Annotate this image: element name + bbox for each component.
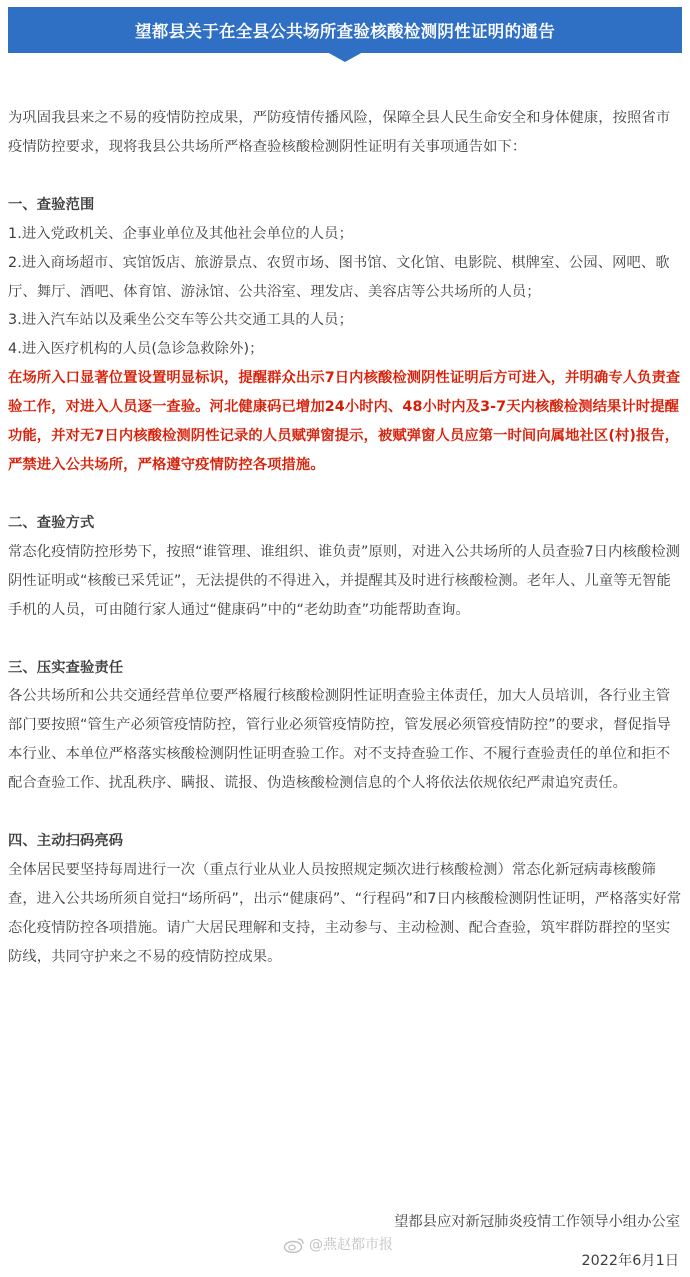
responsibility-paragraph: 各公共场所和公共交通经营单位要严格履行核酸检测阴性证明查验主体责任，加大人员培训，各行业主管部门要按照“管生产必须管疫情防控，管行业必须管疫情防控，管发展必须管疫情防控”的要求，督促指导本行业、本单位严格落实核酸检测阴性证明查验工作。对不支持查验工作、不履行查验责任的单位和拒不配合查验工作、扰乱秩序、瞒报、谎报、伪造核酸检测信息的个人将依法依规依纪严肃追究责任。 <box>8 688 671 792</box>
section-heading-responsibility: 三、压实查验责任 <box>8 659 124 676</box>
section-heading-scan-code: 四、主动扫码亮码 <box>8 833 124 850</box>
section-heading-method: 二、查验方式 <box>8 514 95 531</box>
scope-item-3: 3.进入汽车站以及乘坐公交车等公共交通工具的人员； <box>8 312 353 329</box>
intro-paragraph: 为巩固我县来之不易的疫情防控成果，严防疫情传播风险，保障全县人民生命安全和身体健康，按照省市疫情防控要求，现将我县公共场所严格查验核酸检测阴性证明有关事项通告如下： <box>8 110 671 155</box>
watermark-text: @燕赵都市报 <box>309 1237 393 1253</box>
scan-code-paragraph: 全体居民要坚持每周进行一次（重点行业从业人员按照规定频次进行核酸检测）常态化新冠病毒核酸筛查，进入公共场所须自觉扫“场所码”，出示“健康码”、“行程码”和7日内核酸检测阴性证明，严格落实好常态化疫情防控各项措施。请广大居民理解和支持，主动参与、主动检测、配合查验，筑牢群防群控的坚实防线，共同守护来之不易的疫情防控成果。 <box>8 861 682 965</box>
notice-body <box>8 104 684 972</box>
title-arrow-decoration <box>327 52 363 62</box>
section-heading-scope: 一、查验范围 <box>8 196 95 213</box>
highlight-paragraph: 在场所入口显著位置设置明显标识，提醒群众出示7日内核酸检测阴性证明后方可进入，并明确专人负责查验工作，对进入人员逐一查验。河北健康码已增加24小时内、48小时内及3-7天内核酸检测结果计时提醒功能，并对无7日内核酸检测阴性记录的人员赋弹窗提示，被赋弹窗人员应第一时间向属地社区(村)报告，严禁进入公共场所，严格遵守疫情防控各项措施。 <box>8 370 681 473</box>
issuer-signature: 望都县应对新冠肺炎疫情工作领导小组办公室 <box>394 1214 680 1230</box>
page-title: 望都县关于在全县公共场所查验核酸检测阴性证明的通告 <box>135 22 555 41</box>
scope-item-1: 1.进入党政机关、企事业单位及其他社会单位的人员； <box>8 225 353 242</box>
weibo-watermark <box>283 1236 393 1254</box>
scope-item-4: 4.进入医疗机构的人员(急诊急救除外)； <box>8 341 264 358</box>
issue-date: 2022年6月1日 <box>581 1253 679 1269</box>
title-banner <box>8 7 682 53</box>
weibo-logo-icon <box>283 1237 305 1253</box>
scope-item-2: 2.进入商场超市、宾馆饭店、旅游景点、农贸市场、图书馆、文化馆、电影院、棋牌室、公园、网吧、歌厅、舞厅、酒吧、体育馆、游泳馆、公共浴室、理发店、美容店等公共场所的人员； <box>8 254 670 300</box>
method-paragraph: 常态化疫情防控形势下，按照“谁管理、谁组织、谁负责”原则，对进入公共场所的人员查验7日内核酸检测阴性证明或“核酸已采凭证”，无法提供的不得进入，并提醒其及时进行核酸检测。老年人、儿童等无智能手机的人员，可由随行家人通过“健康码”中的“老幼助查”功能帮助查询。 <box>8 543 681 618</box>
